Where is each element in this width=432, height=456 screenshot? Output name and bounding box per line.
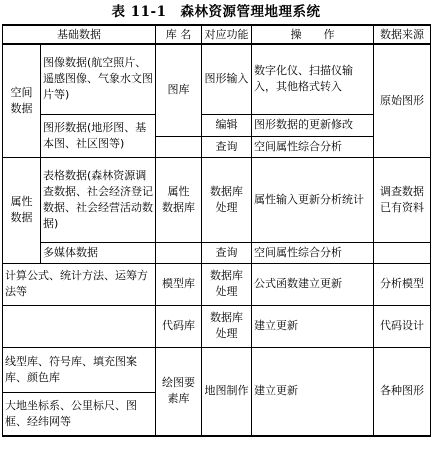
multimedia-operation-cell: 空间属性综合分析 bbox=[252, 242, 374, 263]
code-db-process-cell: 数据库 处理 bbox=[202, 305, 252, 347]
drawing-element-library-cell: 绘图要 素库 bbox=[156, 347, 202, 436]
edit-operation-cell: 图形数据的更新修改 bbox=[252, 114, 374, 136]
header-library: 库 名 bbox=[156, 25, 202, 44]
table-row bbox=[3, 347, 431, 392]
query-operation-cell: 空间属性综合分析 bbox=[252, 136, 374, 157]
query-function-cell: 查询 bbox=[202, 136, 252, 157]
code-source-cell: 代码设计 bbox=[374, 305, 431, 347]
table-row bbox=[3, 44, 431, 114]
spatial-blank-library-cell bbox=[156, 136, 202, 157]
attribute-operation-cell: 属性输入更新分析统计 bbox=[252, 157, 374, 242]
spatial-data-group: 空间 数据 bbox=[3, 44, 41, 157]
graphic-data-cell: 图形数据(地形图、基本图、社区图等) bbox=[41, 114, 156, 157]
table-row bbox=[3, 263, 431, 305]
code-operation-cell: 建立更新 bbox=[252, 305, 374, 347]
map-making-cell: 地图制作 bbox=[202, 347, 252, 436]
header-source: 数据来源 bbox=[374, 25, 431, 44]
model-library-cell: 模型库 bbox=[156, 263, 202, 305]
table-title: 表 11-1 森林资源管理地理系统 bbox=[111, 4, 321, 20]
symbol-library-data-cell: 线型库、符号库、填充图案库、颜色库 bbox=[3, 347, 156, 392]
code-blank-data-cell bbox=[3, 305, 156, 347]
table-data-cell: 表格数据(森林资源调查数据、社会经济登记数据、社会经营活动数据) bbox=[41, 157, 156, 242]
multimedia-query-cell: 查询 bbox=[202, 242, 252, 263]
multimedia-blank-library-cell bbox=[156, 242, 202, 263]
model-data-cell: 计算公式、统计方法、运筹方法等 bbox=[3, 263, 156, 305]
graphic-input-cell: 图形输入 bbox=[202, 44, 252, 114]
multimedia-blank-source-cell bbox=[374, 242, 431, 263]
element-source-cell: 各种图形 bbox=[374, 347, 431, 436]
original-graphics-source-cell: 原始图形 bbox=[374, 44, 431, 157]
header-function: 对应功能 bbox=[202, 25, 252, 44]
multimedia-data-cell: 多媒体数据 bbox=[41, 242, 156, 263]
graphic-input-operation-cell: 数字化仪、扫描仪输入，其他格式转入 bbox=[252, 44, 374, 114]
image-library-cell: 图库 bbox=[156, 44, 202, 136]
model-source-cell: 分析模型 bbox=[374, 263, 431, 305]
table-row bbox=[3, 305, 431, 347]
table-row bbox=[3, 114, 431, 136]
attribute-library-cell: 属性 数据库 bbox=[156, 157, 202, 242]
table-row bbox=[3, 157, 431, 242]
element-operation-cell: 建立更新 bbox=[252, 347, 374, 436]
attribute-data-group: 属性 数据 bbox=[3, 157, 41, 263]
model-operation-cell: 公式函数建立更新 bbox=[252, 263, 374, 305]
forest-gis-table bbox=[2, 24, 431, 437]
model-db-process-cell: 数据库 处理 bbox=[202, 263, 252, 305]
image-data-cell: 图像数据(航空照片、遥感图像、气象水文图片等) bbox=[41, 44, 156, 114]
attribute-db-process-cell: 数据库 处理 bbox=[202, 157, 252, 242]
header-basic-data: 基础数据 bbox=[3, 25, 156, 44]
edit-function-cell: 编辑 bbox=[202, 114, 252, 136]
header-operation: 操 作 bbox=[252, 25, 374, 44]
code-library-cell: 代码库 bbox=[156, 305, 202, 347]
survey-data-source-cell: 调查数据 已有资料 bbox=[374, 157, 431, 242]
table-row bbox=[3, 242, 431, 263]
header-row bbox=[3, 25, 431, 44]
coordinate-data-cell: 大地坐标系、公里标尺、图框、经纬网等 bbox=[3, 392, 156, 436]
